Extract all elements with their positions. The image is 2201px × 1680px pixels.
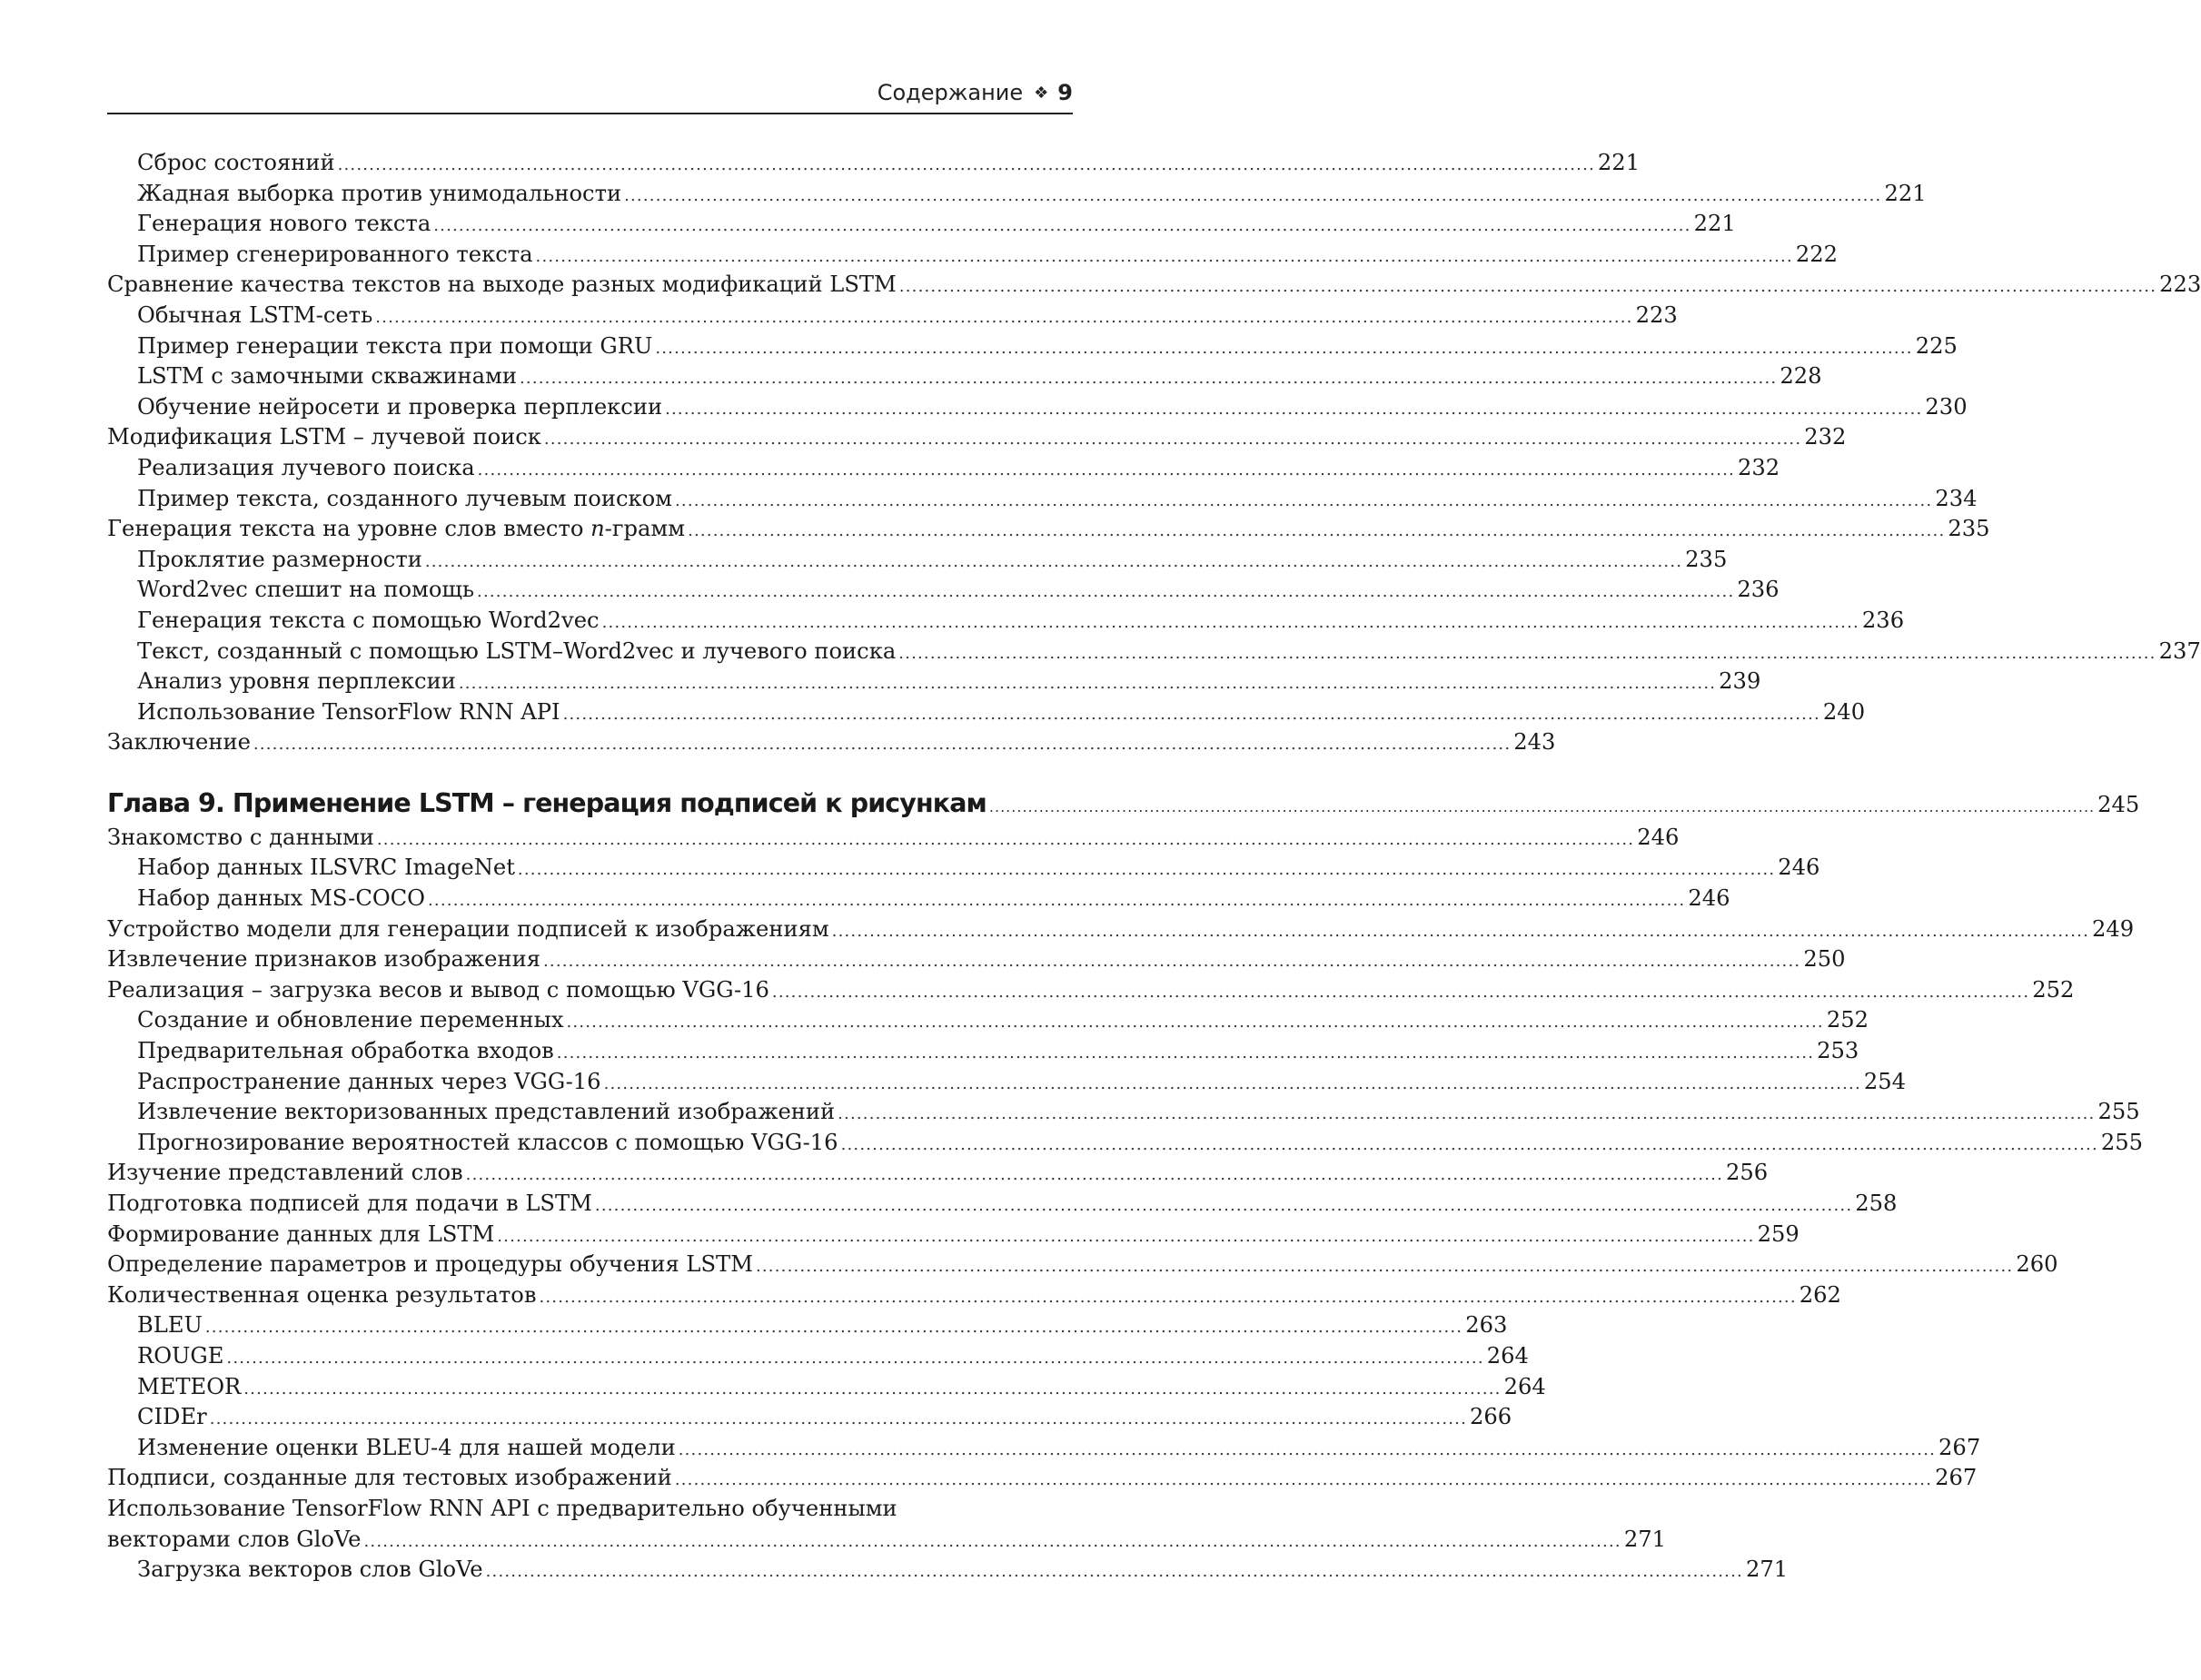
toc-entry[interactable]: [107, 697, 1866, 728]
toc-entry-page: 262: [1799, 1281, 1841, 1308]
toc-entry[interactable]: [107, 853, 1820, 884]
toc-entry-title: Сравнение качества текстов на выходе разных модификаций LSTM: [107, 272, 897, 298]
toc-entry-page: 221: [1884, 180, 1927, 206]
toc-entry[interactable]: [107, 240, 1839, 271]
toc-entry[interactable]: [107, 1220, 1799, 1250]
toc-entry-title: Генерация текста с помощью Word2vec: [137, 607, 600, 633]
toc-entry-title: Извлечение векторизованных представлений изображений: [137, 1099, 836, 1125]
toc-entry[interactable]: [107, 727, 1556, 758]
dot-leader: ........................................................................................................................................................................................................: [477, 582, 1735, 602]
toc-entry[interactable]: [107, 1250, 2058, 1280]
toc-entry[interactable]: [107, 331, 1958, 362]
toc-entry-page: 271: [1745, 1556, 1789, 1583]
toc-entry-page: 266: [1470, 1404, 1512, 1430]
toc-entry-page: 263: [1465, 1312, 1508, 1339]
dot-leader: ........................................................................................................................................................................................................: [755, 1257, 2014, 1277]
chapter-heading[interactable]: [107, 785, 2140, 823]
toc-entry[interactable]: [107, 944, 1846, 975]
dot-leader: ........................................................................................................................................................................................................: [675, 490, 1933, 510]
toc-entry[interactable]: [107, 453, 1780, 484]
toc-entry[interactable]: [107, 1555, 1789, 1586]
dot-leader: ........................................................................................................................................................................................................: [433, 216, 1691, 236]
dot-leader: ........................................................................................................................................................................................................: [535, 246, 1793, 266]
dot-leader: ........................................................................................................................................................................................................: [363, 1531, 1621, 1551]
toc-entry-page: 232: [1804, 424, 1847, 450]
toc-entry-title: CIDEr: [137, 1404, 207, 1430]
dot-leader: ........................................................................................................................................................................................................: [655, 338, 1913, 358]
toc-entry-page: 255: [2097, 1099, 2140, 1125]
toc-entry-page: 239: [1719, 668, 1761, 695]
toc-entry-title: Определение параметров и процедуры обучения LSTM: [107, 1251, 753, 1278]
dot-leader: ........................................................................................................................................................................................................: [898, 643, 2156, 663]
dot-leader: ........................................................................................................................................................................................................: [424, 551, 1683, 571]
toc-entry-page: 243: [1513, 729, 1556, 756]
toc-entry-page: 232: [1737, 454, 1780, 480]
toc-entry-page: 246: [1778, 855, 1820, 881]
dot-leader: ........................................................................................................................................................................................................: [840, 1134, 2098, 1154]
toc-entry-title: Текст, созданный с помощью LSTM–Word2vec и лучевого поиска: [137, 637, 897, 664]
toc-entry[interactable]: [107, 301, 1678, 331]
toc-entry-title: Прогнозирование вероятностей классов с помощью VGG-16: [137, 1129, 838, 1155]
dot-leader: ........................................................................................................................................................................................................: [594, 1196, 1853, 1215]
toc-entry-title: Использование TensorFlow RNN API: [137, 698, 560, 725]
toc-entry[interactable]: [107, 1158, 1769, 1189]
toc-entry[interactable]: [107, 575, 1780, 606]
toc-entry-page: 223: [2159, 272, 2201, 298]
toc-entry[interactable]: [107, 1097, 2140, 1128]
toc-entry-page: 240: [1822, 698, 1866, 725]
toc-entry-page: 264: [1486, 1342, 1529, 1369]
toc-entry-title: Подготовка подписей для подачи в LSTM: [107, 1191, 592, 1216]
toc-entry-title: Генерация нового текста: [137, 211, 431, 237]
toc-entry-title: Создание и обновление переменных: [137, 1007, 564, 1033]
toc-entry-page: 246: [1637, 824, 1680, 850]
toc-entry[interactable]: [107, 914, 2135, 945]
dot-leader: ........................................................................................................................................................................................................: [678, 1439, 1937, 1459]
toc-entry[interactable]: [107, 1128, 2144, 1159]
toc-entry-page: 237: [2158, 637, 2201, 664]
toc-entry[interactable]: [107, 1463, 1978, 1494]
toc-entry[interactable]: [107, 148, 1641, 179]
toc-entry[interactable]: [107, 884, 1730, 914]
toc-entry[interactable]: [107, 270, 2201, 301]
toc-entry-title: Заключение: [107, 729, 251, 756]
toc-entry-title: Анализ уровня перплексии: [137, 668, 456, 695]
chapter-title: Глава 9. Применение LSTM – генерация подписей к рисункам: [107, 787, 986, 818]
dot-leader: ........................................................................................................................................................................................................: [517, 860, 1776, 880]
toc-entry-title: Изменение оценки BLEU-4 для нашей модели: [137, 1434, 676, 1460]
toc-entry[interactable]: [107, 1525, 1666, 1556]
toc-entry-page: 252: [2032, 976, 2075, 1003]
dot-leader: ........................................................................................................................................................................................................: [688, 521, 1946, 541]
toc-entry-title: METEOR: [137, 1373, 242, 1399]
dot-leader: ........................................................................................................................................................................................................: [477, 460, 1735, 479]
dot-leader: ........................................................................................................................................................................................................: [665, 399, 1923, 419]
toc-entry-page: 246: [1688, 885, 1730, 912]
dot-leader: ........................................................................................................................................................................................................: [601, 612, 1859, 632]
toc-entry-title: Проклятие размерности: [137, 546, 422, 572]
toc-entry-page: 221: [1693, 211, 1736, 237]
toc-entry-title: Пример текста, созданного лучевым поиском: [137, 485, 672, 511]
toc-entry-page: 222: [1795, 241, 1839, 267]
toc-entry-page: 235: [1948, 516, 1990, 542]
toc-entry-page: 223: [1635, 301, 1678, 328]
toc-entry-title: Подписи, созданные для тестовых изображений: [107, 1465, 672, 1491]
toc-entry[interactable]: [107, 545, 1728, 576]
toc-entry[interactable]: [107, 1310, 1508, 1341]
toc-entry-title: Обучение нейросети и проверка перплексии: [137, 393, 663, 420]
toc-entry-first-line[interactable]: [107, 1494, 1073, 1525]
table-of-contents: [107, 148, 2201, 1586]
toc-entry[interactable]: [107, 1402, 1512, 1433]
toc-entry-page: 254: [1863, 1068, 1907, 1094]
toc-entry-title: Устройство модели для генерации подписей к изображениям: [107, 915, 829, 942]
dot-leader: ........................................................................................................................................................................................................: [838, 1104, 2096, 1124]
toc-entry-page: 249: [2092, 915, 2135, 942]
toc-entry[interactable]: [107, 667, 1761, 697]
toc-entry[interactable]: [107, 1372, 1546, 1403]
toc-entry-title: Извлечение признаков изображения: [107, 946, 540, 973]
toc-entry[interactable]: [107, 179, 1927, 210]
toc-entry-page: 259: [1757, 1220, 1799, 1247]
toc-entry-page: 258: [1855, 1191, 1898, 1216]
toc-entry-title: [107, 514, 685, 545]
toc-entry[interactable]: [107, 209, 1736, 240]
dot-leader: ........................................................................................................................................................................................................: [428, 891, 1686, 911]
toc-entry-title-part: Генерация текста на уровне слов вместо: [107, 516, 591, 542]
dot-leader: ........................................................................................................................................................................................................: [539, 1287, 1797, 1307]
dot-leader: ........................................................................................................................................................................................................: [497, 1226, 1755, 1246]
toc-entry-title-part: -грамм: [604, 516, 686, 542]
toc-entry-title: Знакомство с данными: [107, 824, 374, 850]
toc-entry-title: Загрузка векторов слов GloVe: [137, 1556, 483, 1583]
toc-entry-title: Жадная выборка против унимодальности: [137, 180, 622, 206]
dot-leader: ........................................................................................................................................................................................................: [226, 1348, 1484, 1368]
dot-leader: ........................................................................................................................................................................................................: [485, 1562, 1743, 1582]
dot-leader: ........................................................................................................................................................................................................: [771, 982, 2030, 1002]
running-title: Содержание: [877, 80, 1024, 105]
toc-entry[interactable]: [107, 1341, 1529, 1372]
toc-entry-page: 271: [1623, 1526, 1666, 1552]
toc-entry[interactable]: [107, 484, 1978, 515]
toc-entry-title: Модификация LSTM – лучевой поиск: [107, 424, 541, 450]
toc-entry-page: 250: [1803, 946, 1846, 973]
toc-entry-title: Изучение представлений слов: [107, 1160, 463, 1186]
toc-entry-page: 264: [1503, 1373, 1546, 1399]
dot-leader: ........................................................................................................................................................................................................: [566, 1013, 1824, 1033]
dot-leader: ........................................................................................................................................................................................................: [465, 1165, 1724, 1185]
toc-entry-title: Набор данных MS-COCO: [137, 885, 426, 912]
toc-entry-page: 236: [1737, 577, 1780, 603]
toc-entry-title: Набор данных ILSVRC ImageNet: [137, 855, 515, 881]
ornament-icon: ❖: [1034, 84, 1049, 103]
toc-entry-page: 236: [1861, 607, 1905, 633]
toc-entry[interactable]: [107, 637, 2201, 667]
chapter-page: 245: [2097, 791, 2140, 817]
toc-entry-page: 253: [1817, 1038, 1859, 1064]
toc-entry-title-italic: n: [590, 516, 605, 542]
toc-entry[interactable]: [107, 975, 2075, 1006]
toc-entry-title: Количественная оценка результатов: [107, 1281, 537, 1308]
dot-leader: ........................................................................................................................................................................................................: [375, 307, 1633, 327]
toc-entry-title: Пример генерации текста при помощи GRU: [137, 332, 653, 359]
page-number: 9: [1057, 80, 1073, 105]
toc-entry-title: Word2vec спешит на помощь: [137, 577, 475, 603]
toc-entry-page: 267: [1938, 1434, 1981, 1460]
toc-entry[interactable]: [107, 1067, 1907, 1098]
dot-leader: ........................................................................................................................................................................................................: [243, 1379, 1502, 1398]
dot-leader: ........................................................................................................................................................................................................: [519, 369, 1778, 389]
toc-entry-title: векторами слов GloVe: [107, 1526, 362, 1552]
toc-entry-page: 252: [1826, 1007, 1869, 1033]
dot-leader: ........................................................................................................................................................................................................: [603, 1073, 1861, 1093]
dot-leader: ........................................................................................................................................................................................................: [674, 1470, 1933, 1490]
toc-entry[interactable]: [107, 514, 1990, 545]
dot-leader: ........................................................................................................................................................................................................: [898, 277, 2157, 297]
toc-entry[interactable]: [107, 1005, 1869, 1036]
dot-leader: ........................................................................................................................................................................................................: [209, 1409, 1468, 1429]
toc-entry-page: 256: [1726, 1160, 1769, 1186]
toc-entry-page: 255: [2100, 1129, 2144, 1155]
toc-entry[interactable]: [107, 1280, 1841, 1311]
dot-leader: ........................................................................................................................................................................................................: [562, 704, 1820, 724]
dot-leader: ........................................................................................................................................................................................................: [556, 1043, 1815, 1063]
toc-entry-title: Формирование данных для LSTM: [107, 1220, 495, 1247]
toc-entry[interactable]: [107, 606, 1905, 637]
toc-entry-page: 234: [1935, 485, 1978, 511]
toc-entry[interactable]: [107, 392, 1968, 423]
toc-entry-title-line1: Использование TensorFlow RNN API с предварительно обученными: [107, 1495, 897, 1521]
dot-leader: ........................................................................................................................................................................................................: [542, 952, 1801, 972]
dot-leader: ........................................................................................................................................................................................................: [337, 155, 1595, 174]
toc-entry[interactable]: [107, 1036, 1859, 1067]
toc-entry-title: Пример сгенерированного текста: [137, 241, 533, 267]
toc-entry-title: Реализация лучевого поиска: [137, 454, 475, 480]
toc-entry-title: BLEU: [137, 1312, 203, 1339]
toc-entry-title: Реализация – загрузка весов и вывод с помощью VGG-16: [107, 976, 769, 1003]
toc-entry-page: 228: [1780, 363, 1822, 390]
dot-leader: ........................................................................................................................................................................................................: [458, 674, 1717, 694]
toc-entry-page: 267: [1935, 1465, 1978, 1491]
dot-leader: ........................................................................................................................................................................................................: [831, 921, 2089, 941]
dot-leader: ........................................................................................................................................................................................................: [988, 797, 2096, 815]
toc-entry[interactable]: [107, 1189, 1898, 1220]
toc-entry-page: 260: [2016, 1251, 2058, 1278]
toc-entry[interactable]: [107, 1433, 1981, 1464]
toc-entry[interactable]: [107, 422, 1847, 453]
toc-entry-title: ROUGE: [137, 1342, 224, 1369]
toc-entry-page: 235: [1685, 546, 1728, 572]
toc-entry-page: 230: [1925, 393, 1968, 420]
toc-entry[interactable]: [107, 823, 1680, 854]
dot-leader: ........................................................................................................................................................................................................: [543, 430, 1802, 450]
toc-entry-title: Распространение данных через VGG-16: [137, 1068, 601, 1094]
toc-entry[interactable]: [107, 361, 1822, 392]
toc-entry-title: Обычная LSTM-сеть: [137, 301, 373, 328]
toc-entry-title: LSTM с замочными скважинами: [137, 363, 517, 390]
dot-leader: ........................................................................................................................................................................................................: [253, 735, 1512, 755]
dot-leader: ........................................................................................................................................................................................................: [624, 185, 1882, 205]
toc-entry-page: 221: [1597, 150, 1641, 175]
running-header: [107, 80, 1073, 114]
toc-entry-page: 225: [1915, 332, 1958, 359]
dot-leader: ........................................................................................................................................................................................................: [204, 1318, 1463, 1338]
toc-entry-title: Сброс состояний: [137, 150, 335, 175]
dot-leader: ........................................................................................................................................................................................................: [376, 829, 1635, 849]
toc-entry-title: Предварительная обработка входов: [137, 1038, 554, 1064]
